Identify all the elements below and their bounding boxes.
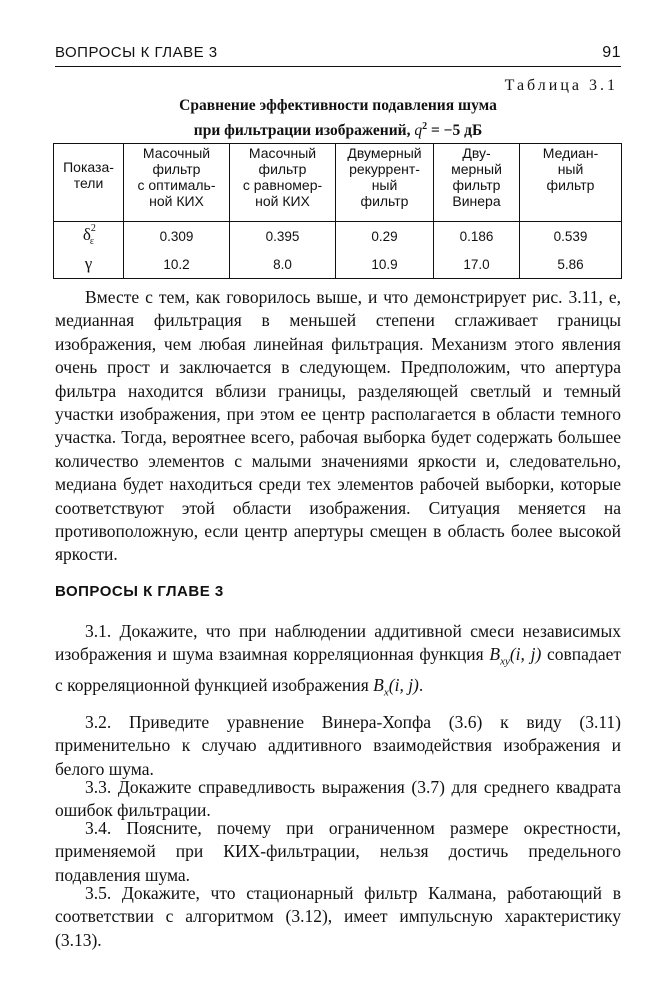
table-cell: 0.309 <box>124 222 230 251</box>
table-label: Таблица 3.1 <box>504 77 618 94</box>
table-header-row <box>54 144 622 222</box>
row-symbol-gamma: γ <box>54 250 124 279</box>
row-symbol-delta: $\delta^2_\varepsilon$ <box>54 222 124 251</box>
header-median: Медиан- ный фильтр <box>520 144 622 222</box>
section-title: ВОПРОСЫ К ГЛАВЕ 3 <box>55 583 224 600</box>
body-paragraph: Вместе с тем, как говорилось выше, и что демонстрирует рис. 3.11, е, медианная фильтрация в меньшей степени сглаживает границы изображения, чем любая линейная фильтрация. Механизм этого явления очень прост и заключается в следующем. Предположим, что апертура фильтра находится вблизи границы, разделяющей светлый и темный участки изображения, при этом ее центр располагается в области темного участка. Тогда, вероятнее всего, рабочая выборка будет содержать большее количество элементов с малыми значениями яркости и, следовательно, медиана будет находиться среди тех элементов рабочей выборки, которые соответствуют этой области изображения. Ситуация меняется на противоположную, если центр апертуры смещен в область более высокой яркости. <box>55 287 621 565</box>
table-row <box>54 250 622 279</box>
table-cell: 0.539 <box>520 222 622 251</box>
table-cell: 0.186 <box>434 222 520 251</box>
question-3-5: 3.5. Докажите, что стационарный фильтр Калмана, работающий в соответствии с алгоритмом (3.12), имеет импульсную характеристику (3.13). <box>55 883 621 950</box>
table-cell: 10.9 <box>336 250 434 279</box>
running-header <box>55 44 621 67</box>
page-number: 91 <box>602 44 621 61</box>
table-cell: 17.0 <box>434 250 520 279</box>
caption-superscript: 2 <box>422 121 428 132</box>
formula-bx: $B_x(i$, j) <box>373 675 419 699</box>
formula-bxy: $B_{xy}(i$, j) <box>489 644 542 668</box>
table-cell: 0.29 <box>336 222 434 251</box>
table-caption-line1: Сравнение эффективности подавления шума <box>179 97 497 114</box>
question-3-1: 3.1. Докажите, что при наблюдении аддитивной смеси независимых изображения и шума взаимная корреляционная функция $B_{xy}(i$, j) совпадает с корреляционной функцией изображения $B_x(i$, j). <box>55 621 621 699</box>
header-indicators: Показа- тели <box>54 144 124 222</box>
table-cell: 10.2 <box>124 250 230 279</box>
caption-value: = −5 дБ <box>427 122 483 140</box>
header-mask-optimal-fir: Масочный фильтр с оптималь- ной КИХ <box>124 144 230 222</box>
header-recursive-2d: Двумерный рекуррент- ный фильтр <box>336 144 434 222</box>
question-3-2: 3.2. Приведите уравнение Винера-Хопфа (3.6) к виду (3.11) применительно к случаю аддитивного взаимодействия изображения и белого шума. <box>55 712 621 779</box>
running-header-title: ВОПРОСЫ К ГЛАВЕ 3 <box>55 44 218 61</box>
table-cell: 5.86 <box>520 250 622 279</box>
table-caption-line2 <box>55 121 621 140</box>
question-3-3: 3.3. Докажите справедливость выражения (3.7) для среднего квадрата ошибок фильтрации. <box>55 777 621 821</box>
comparison-table <box>53 143 622 279</box>
header-mask-uniform-fir: Масочный фильтр с равномер- ной КИХ <box>230 144 336 222</box>
table-row <box>54 222 622 251</box>
header-wiener-2d: Дву- мерный фильтр Винера <box>434 144 520 222</box>
caption-variable: q <box>414 122 423 140</box>
table-cell: 8.0 <box>230 250 336 279</box>
table-caption-text: при фильтрации изображений, <box>193 122 411 140</box>
table-cell: 0.395 <box>230 222 336 251</box>
question-3-4: 3.4. Поясните, почему при ограниченном размере окрестности, применяемой при КИХ-фильтрации, нельзя достичь предельного подавления шума. <box>55 818 621 885</box>
